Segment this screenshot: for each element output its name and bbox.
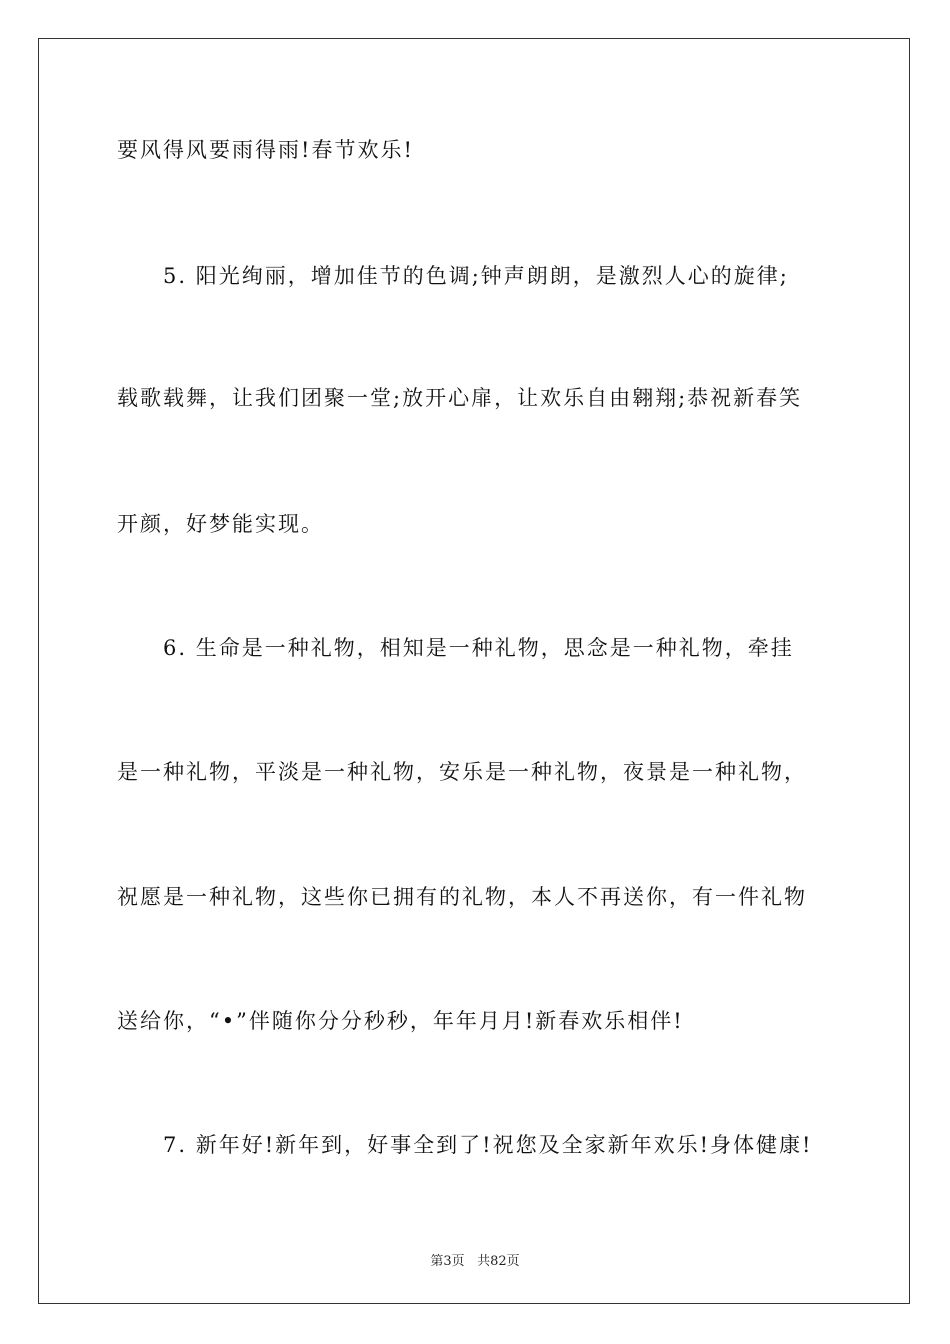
paragraph-5-line-1: 5. 阳光绚丽，增加佳节的色调;钟声朗朗，是激烈人心的旋律; <box>163 264 789 288</box>
page-total: 共82页 <box>477 1254 520 1269</box>
page-border <box>38 38 910 1304</box>
text-line-1: 要风得风要雨得雨!春节欢乐! <box>117 138 414 162</box>
paragraph-6-line-4: 送给你，“•”伴随你分分秒秒，年年月月!新春欢乐相伴! <box>117 1009 684 1033</box>
paragraph-6-line-1: 6. 生命是一种礼物，相知是一种礼物，思念是一种礼物，牵挂 <box>163 636 794 660</box>
paragraph-6-line-3: 祝愿是一种礼物，这些你已拥有的礼物，本人不再送你，有一件礼物 <box>117 885 807 909</box>
page-footer <box>0 1250 950 1269</box>
page-number: 第3页 <box>430 1254 465 1269</box>
paragraph-7-line-1: 7. 新年好!新年到，好事全到了!祝您及全家新年欢乐!身体健康! <box>163 1133 813 1157</box>
paragraph-5-line-2: 载歌载舞，让我们团聚一堂;放开心扉，让欢乐自由翱翔;恭祝新春笑 <box>117 386 803 410</box>
paragraph-6-line-2: 是一种礼物，平淡是一种礼物，安乐是一种礼物，夜景是一种礼物， <box>117 760 807 784</box>
paragraph-5-line-3: 开颜，好梦能实现。 <box>117 512 324 536</box>
